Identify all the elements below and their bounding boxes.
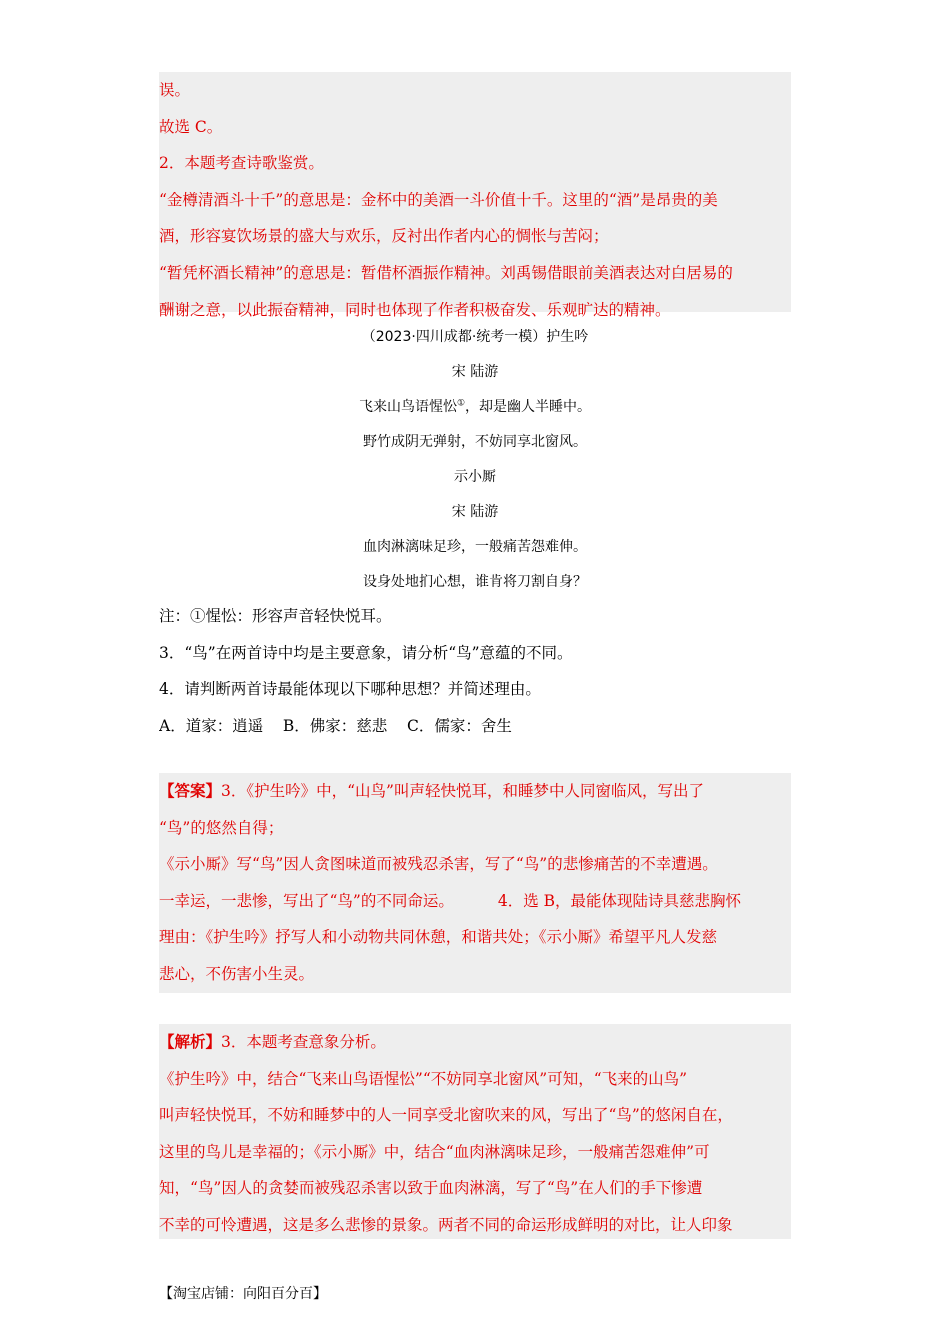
analysis-label: 【解析】: [159, 1032, 222, 1051]
question-section: [159, 598, 791, 744]
poem1-line2: 野竹成阴无弹射，不妨同享北窗风。: [363, 434, 587, 450]
question-4: 4．请判断两首诗最能体现以下哪种思想？并简述理由。: [159, 680, 541, 699]
question-3: 3．“鸟”在两首诗中均是主要意象，请分析“鸟”意蕴的不同。: [159, 643, 573, 662]
answer-line: 理由：《护生吟》抒写人和小动物共同休憩，和谐共处；《示小厮》希望平凡人发慈: [159, 928, 718, 947]
analysis-line: 这里的鸟儿是幸福的；《示小厮》中，结合“血肉淋漓味足珍，一般痛苦怨难伸”可: [159, 1142, 710, 1161]
poem-source-title: （2023·四川成都·统考一模）护生吟: [361, 329, 589, 345]
q2-analysis-line: 酒，形容宴饮场景的盛大与欢乐，反衬出作者内心的惆怅与苦闷；: [159, 227, 609, 246]
answer-text: 3．《护生吟》中，“山鸟”叫声轻快悦耳，和睡梦中人同窗临风，写出了: [221, 782, 704, 800]
answer-line: “鸟”的悠然自得；: [159, 818, 284, 837]
poem2-line2: 设身处地扪心想，谁肯将刀割自身？: [363, 574, 587, 590]
analysis-line: 知，“鸟”因人的贪婪而被残忍杀害以致于血肉淋漓，写了“鸟”在人们的手下惨遭: [159, 1179, 703, 1198]
poem1-author: 宋 陆游: [451, 364, 499, 380]
footnote-marker: ①: [456, 398, 466, 409]
poem1-line1: [159, 390, 791, 425]
answer-block: [159, 773, 791, 993]
answer-block-previous: [159, 72, 791, 319]
question-4-options: A．道家：逍遥 B．佛家：慈悲 C．儒家：舍生: [159, 716, 512, 735]
poem2-author: 宋 陆游: [451, 504, 499, 520]
answer-text: 4．选 B，最能体现陆诗具慈悲胸怀: [497, 891, 742, 910]
answer-line: 误。: [159, 81, 191, 99]
analysis-line: 不幸的可怜遭遇，这是多么悲惨的景象。两者不同的命运形成鲜明的对比，让人印象: [159, 1215, 733, 1234]
poem1-line1-text-rest: ，却是幽人半睡中。: [465, 399, 592, 415]
answer-line: 《示小厮》写“鸟”因人贪图味道而被残忍杀害，写了“鸟”的悲惨痛苦的不幸遭遇。: [159, 855, 718, 874]
poem1-line1-text: 飞来山鸟语惺忪: [358, 399, 457, 415]
analysis-line: 叫声轻快悦耳，不妨和睡梦中的人一同享受北窗吹来的风，写出了“鸟”的悠闲自在，: [159, 1106, 733, 1125]
poem2-title: 示小厮: [454, 469, 496, 485]
q2-analysis-line: 酬谢之意，以此振奋精神，同时也体现了作者积极奋发、乐观旷达的精神。: [159, 300, 671, 319]
poem-section: [159, 320, 791, 600]
answer-line: [159, 883, 791, 920]
q2-analysis-line: “暂凭杯酒长精神”的意思是：暂借杯酒振作精神。刘禹锡借眼前美酒表达对白居易的: [159, 263, 733, 282]
poem2-line1: 血肉淋漓味足珍，一般痛苦怨难伸。: [363, 539, 587, 555]
answer-line: 悲心，不伤害小生灵。: [159, 964, 315, 983]
page-footer: 【淘宝店铺：向阳百分百】: [159, 1286, 327, 1302]
answer-line-1: [159, 773, 791, 810]
analysis-line: 《护生吟》中，结合“飞来山鸟语惺忪”“不妨同享北窗风”可知，“飞来的山鸟”: [159, 1069, 688, 1088]
analysis-block: [159, 1024, 791, 1239]
q2-analysis-line: “金樽清酒斗十千”的意思是：金杯中的美酒一斗价值十千。这里的“酒”是昂贵的美: [159, 190, 718, 209]
answer-choice-line: 故选 C。: [159, 117, 223, 136]
footnote-text: 注：①惺忪：形容声音轻快悦耳。: [159, 607, 392, 625]
answer-text: 一幸运，一悲惨，写出了“鸟”的不同命运。: [159, 891, 454, 910]
answer-label: 【答案】: [159, 781, 222, 800]
analysis-text: 3．本题考查意象分析。: [221, 1033, 386, 1051]
q2-analysis-title: 2．本题考查诗歌鉴赏。: [159, 154, 324, 173]
analysis-line-1: [159, 1024, 791, 1061]
